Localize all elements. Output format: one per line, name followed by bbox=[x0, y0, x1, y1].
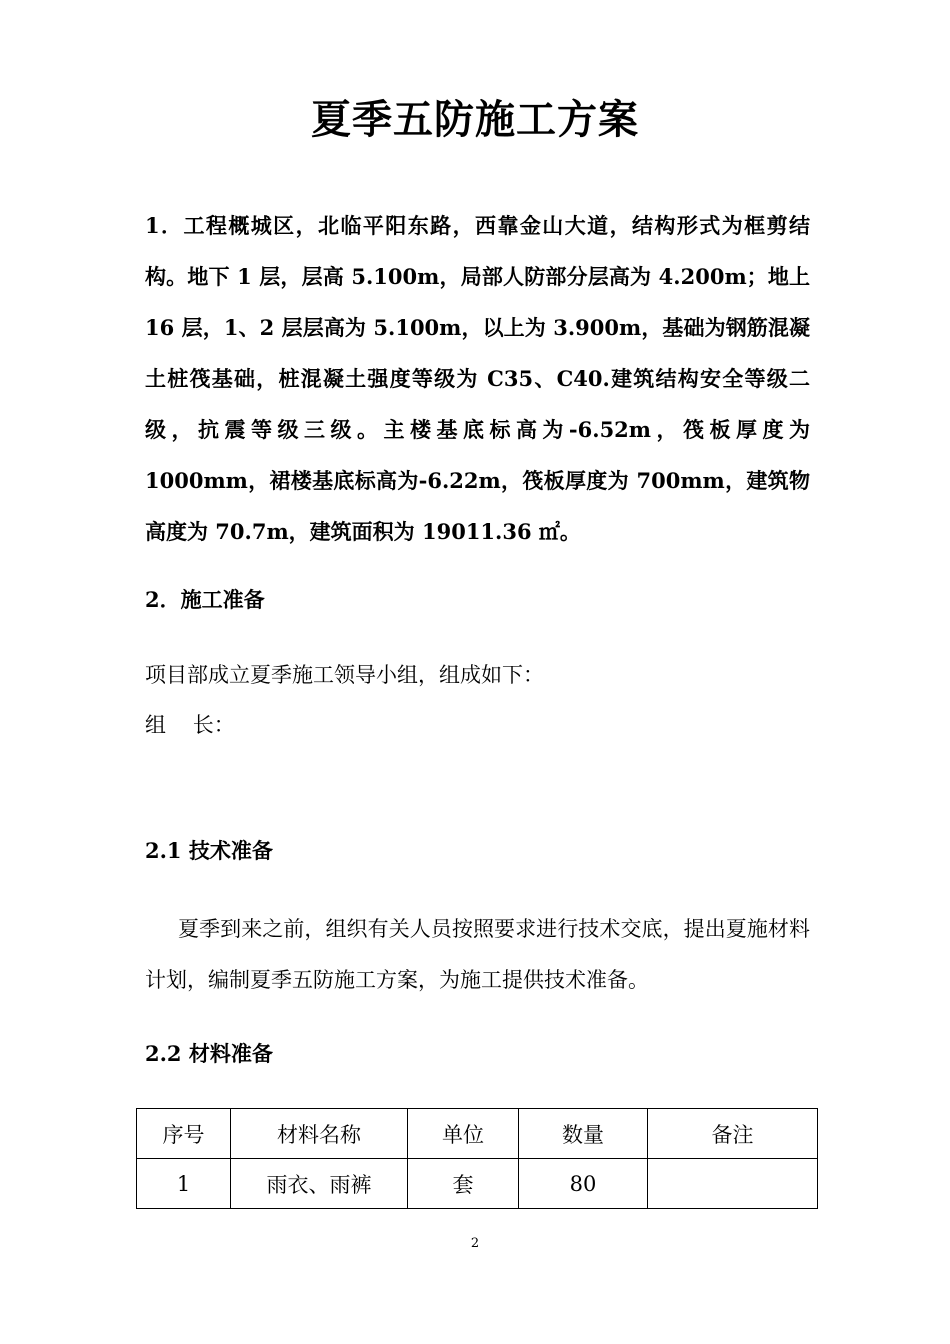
column-header-quantity: 数量 bbox=[519, 1109, 648, 1159]
section-2-1-paragraph: 夏季到来之前，组织有关人员按照要求进行技术交底，提出夏施材料计划，编制夏季五防施工方案，为施工提供技术准备。 bbox=[145, 917, 810, 992]
cell-remarks bbox=[648, 1159, 818, 1209]
column-header-remarks: 备注 bbox=[648, 1109, 818, 1159]
table-header-row bbox=[137, 1109, 818, 1159]
cell-index: 1 bbox=[137, 1159, 231, 1209]
section-2-1-heading: 2.1 技术准备 bbox=[145, 838, 273, 863]
column-header-material-name: 材料名称 bbox=[231, 1109, 408, 1159]
column-header-index: 序号 bbox=[137, 1109, 231, 1159]
cell-quantity: 80 bbox=[519, 1159, 648, 1209]
document-title: 夏季五防施工方案 bbox=[311, 96, 639, 143]
section-1-paragraph: 1．工程概城区，北临平阳东路，西靠金山大道，结构形式为框剪结构。地下 1 层，层高 5.100m，局部人防部分层高为 4.200m；地上 16 层，1、2 层层高为 5.100m，以上为 3.900m，基础为钢筋混凝土桩筏基础，桩混凝土强度等级为 C35、C40.建筑结构安全等级二级，抗震等级三级。主楼基底标高为-6.52m，筏板厚度为 1000mm，裙楼基底标高为-6.22m，筏板厚度为 700mm，建筑物高度为 70.7m，建筑面积为 19011.36 ㎡。 bbox=[145, 213, 810, 544]
section-2-heading: 2．施工准备 bbox=[145, 587, 265, 612]
group-leader-label: 组 长： bbox=[145, 713, 235, 737]
materials-table bbox=[136, 1108, 818, 1209]
column-header-unit: 单位 bbox=[408, 1109, 519, 1159]
cell-material-name: 雨衣、雨裤 bbox=[231, 1159, 408, 1209]
page-number: 2 bbox=[470, 1236, 480, 1251]
table-row bbox=[137, 1159, 818, 1209]
section-2-intro: 项目部成立夏季施工领导小组，组成如下： bbox=[145, 663, 544, 687]
section-2-2-heading: 2.2 材料准备 bbox=[145, 1041, 273, 1066]
cell-unit: 套 bbox=[408, 1159, 519, 1209]
